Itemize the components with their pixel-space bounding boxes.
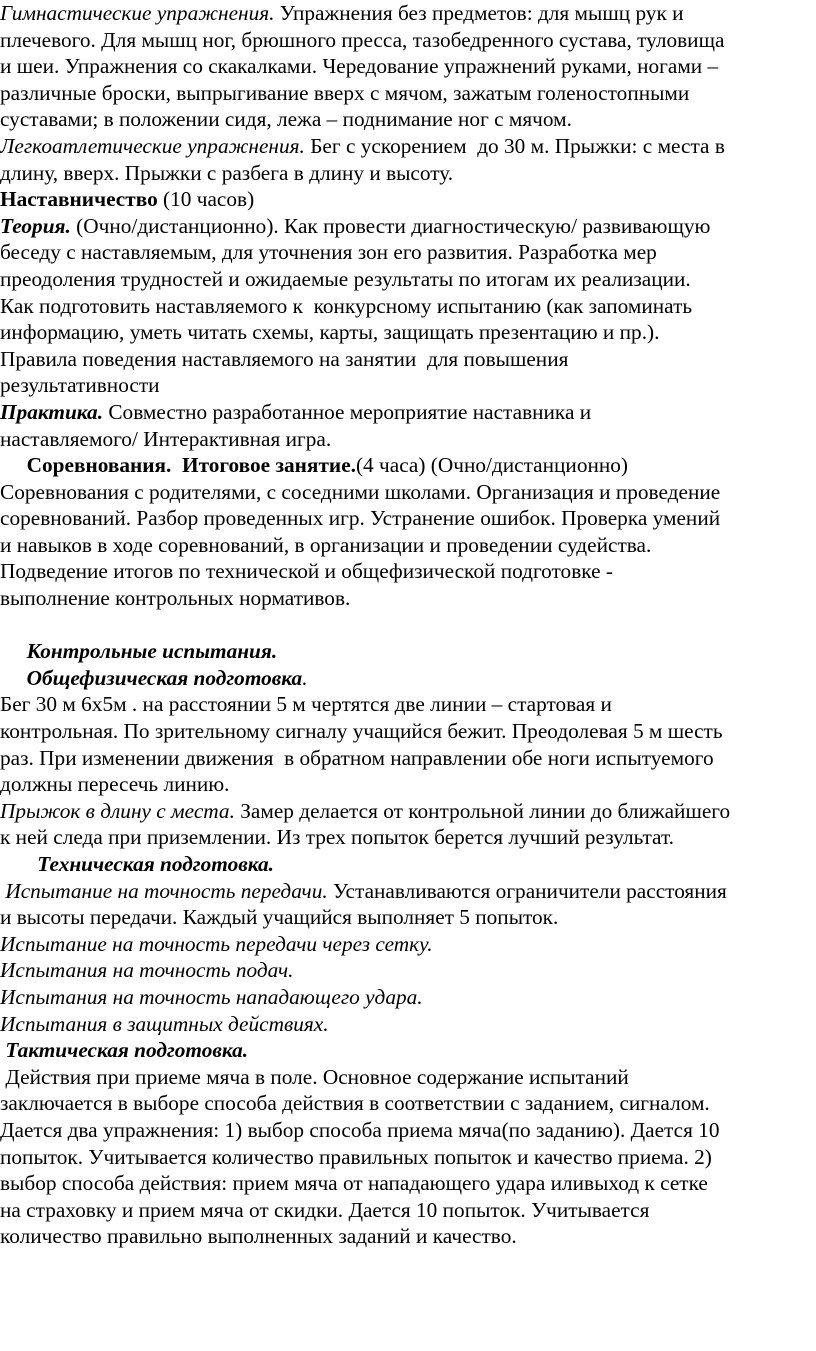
text-line (0, 319, 816, 346)
body-text: и навыков в ходе соревнований, в организации и проведении судейства. (0, 532, 652, 557)
text-line (0, 1197, 816, 1224)
text-line (0, 106, 816, 133)
text-line (0, 904, 816, 931)
text-line (0, 718, 816, 745)
text-line (0, 851, 816, 878)
body-text: Правила поведения наставляемого на занятии для повышения (0, 346, 569, 371)
body-text: контрольная. По зрительному сигналу учащийся бежит. Преодолевая 5 м шесть (0, 719, 723, 744)
text-line (0, 346, 816, 373)
italic-text: Испытание на точность передачи. (5, 878, 328, 903)
text-line (0, 878, 816, 905)
body-text: результативности (0, 373, 160, 398)
text-line (0, 1090, 816, 1117)
text-line (0, 479, 816, 506)
italic-text: Гимнастические упражнения. (0, 1, 275, 25)
text-line (0, 27, 816, 54)
body-text: Упражнения без предметов: для мышц рук и (274, 1, 684, 25)
body-text: Действия при приеме мяча в поле. Основное содержание испытаний (0, 1064, 629, 1089)
heading-text: Практика. (0, 399, 104, 424)
text-line (0, 53, 816, 80)
text-line (0, 372, 816, 399)
text-line (0, 213, 816, 240)
text-line (0, 745, 816, 772)
body-text: плечевого. Для мышц ног, брюшного пресса, тазобедренного сустава, туловища (0, 27, 725, 52)
italic-text: Испытание на точность передачи через сетку. (0, 931, 433, 956)
text-line (0, 1011, 816, 1038)
blank-line (0, 612, 816, 639)
heading-text: Тактическая подготовка. (5, 1038, 249, 1063)
body-text: Дается два упражнения: 1) выбор способа приема мяча(по заданию). Дается 10 (0, 1117, 720, 1142)
body-text: должны пересечь линию. (0, 772, 230, 797)
italic-text: Испытания на точность подач. (0, 958, 294, 983)
body-text: и шеи. Упражнения со скакалками. Чередование упражнений руками, ногами – (0, 54, 719, 79)
text-line (0, 824, 816, 851)
body-text: попыток. Учитывается количество правильных попыток и качество приема. 2) (0, 1144, 712, 1169)
text-line (0, 160, 816, 187)
text-line (0, 505, 816, 532)
body-text: Устанавливаются ограничители расстояния (327, 878, 727, 903)
body-text: заключается в выборе способа действия в соответствии с заданием, сигналом. (0, 1091, 710, 1116)
text-line (0, 266, 816, 293)
text-line (0, 399, 816, 426)
body-text: выбор способа действия: прием мяча от нападающего удара иливыход к сетке (0, 1171, 708, 1196)
body-text (0, 666, 27, 690)
body-text: (10 часов) (157, 187, 255, 212)
body-text: длину, вверх. Прыжки с разбега в длину и высоту. (0, 160, 454, 185)
body-text: суставами; в положении сидя, лежа – поднимание ног с мячом. (0, 107, 572, 132)
text-line (0, 532, 816, 559)
italic-text: . (302, 665, 308, 690)
body-text: различные броски, выпрыгивание вверх с мячом, зажатым голеностопными (0, 80, 690, 105)
text-line (0, 133, 816, 160)
body-text: к ней следа при приземлении. Из трех попыток берется лучший результат. (0, 825, 674, 850)
text-line (0, 0, 816, 27)
text-line (0, 426, 816, 453)
body-text: Бег 30 м 6х5м . на расстоянии 5 м чертятся две линии – стартовая и (0, 692, 612, 717)
body-text (0, 852, 37, 876)
text-line (0, 186, 816, 213)
text-line (0, 558, 816, 585)
text-line (0, 957, 816, 984)
body-text: Соревнования с родителями, с соседними школами. Организация и проведение (0, 479, 721, 504)
text-line (0, 638, 816, 665)
italic-text: Испытания в защитных действиях. (0, 1011, 329, 1036)
body-text: Как подготовить наставляемого к конкурсному испытанию (как запоминать (0, 293, 693, 318)
body-text: и высоты передачи. Каждый учащийся выполняет 5 попыток. (0, 905, 559, 930)
text-line (0, 1144, 816, 1171)
heading-text: Теория. (0, 213, 71, 238)
body-text (0, 639, 27, 663)
text-line (0, 1223, 816, 1250)
text-line (0, 1170, 816, 1197)
text-line (0, 665, 816, 692)
body-text: наставляемого/ Интерактивная игра. (0, 426, 332, 451)
text-line (0, 931, 816, 958)
body-text: выполнение контрольных нормативов. (0, 586, 351, 611)
body-text (0, 453, 27, 477)
body-text: (4 часа) (Очно/дистанционно) (355, 453, 629, 478)
heading-text: Соревнования. Итоговое занятие. (26, 453, 356, 478)
text-line (0, 293, 816, 320)
text-line (0, 984, 816, 1011)
body-text: беседу с наставляемым, для уточнения зон его развития. Разработка мер (0, 240, 657, 265)
body-text: преодоления трудностей и ожидаемые результаты по итогам их реализации. (0, 266, 691, 291)
text-line (0, 239, 816, 266)
text-line (0, 691, 816, 718)
italic-text: Легкоатлетические упражнения. (0, 133, 305, 158)
body-text: Замер делается от контрольной линии до ближайшего (234, 798, 731, 823)
body-text: Бег с ускорением до 30 м. Прыжки: с места в (304, 133, 725, 158)
italic-text: Испытания на точность нападающего удара. (0, 984, 423, 1009)
body-text: Подведение итогов по технической и общефизической подготовке - (0, 559, 613, 584)
text-line (0, 452, 816, 479)
italic-text: Прыжок в длину с места. (0, 798, 235, 823)
body-text: (Очно/дистанционно). Как провести диагностическую/ развивающую (70, 213, 711, 238)
text-line (0, 1064, 816, 1091)
body-text: раз. При изменении движения в обратном направлении обе ноги испытуемого (0, 745, 714, 770)
text-line (0, 1037, 816, 1064)
heading-text: Наставничество (0, 187, 158, 212)
body-text: на страховку и прием мяча от скидки. Дается 10 попыток. Учитывается (0, 1197, 650, 1222)
text-line (0, 798, 816, 825)
body-text: соревнований. Разбор проведенных игр. Устранение ошибок. Проверка умений (0, 506, 721, 531)
heading-text: Техническая подготовка. (37, 852, 274, 876)
body-text: количество правильно выполненных заданий и качество. (0, 1224, 517, 1249)
text-line (0, 585, 816, 612)
body-text: Совместно разработанное мероприятие наставника и (103, 399, 592, 424)
heading-text: Контрольные испытания. (26, 639, 278, 664)
text-line (0, 80, 816, 107)
body-text: информацию, уметь читать схемы, карты, защищать презентацию и пр.). (0, 320, 660, 345)
text-line (0, 1117, 816, 1144)
text-line (0, 771, 816, 798)
heading-text: Общефизическая подготовка (26, 665, 303, 690)
